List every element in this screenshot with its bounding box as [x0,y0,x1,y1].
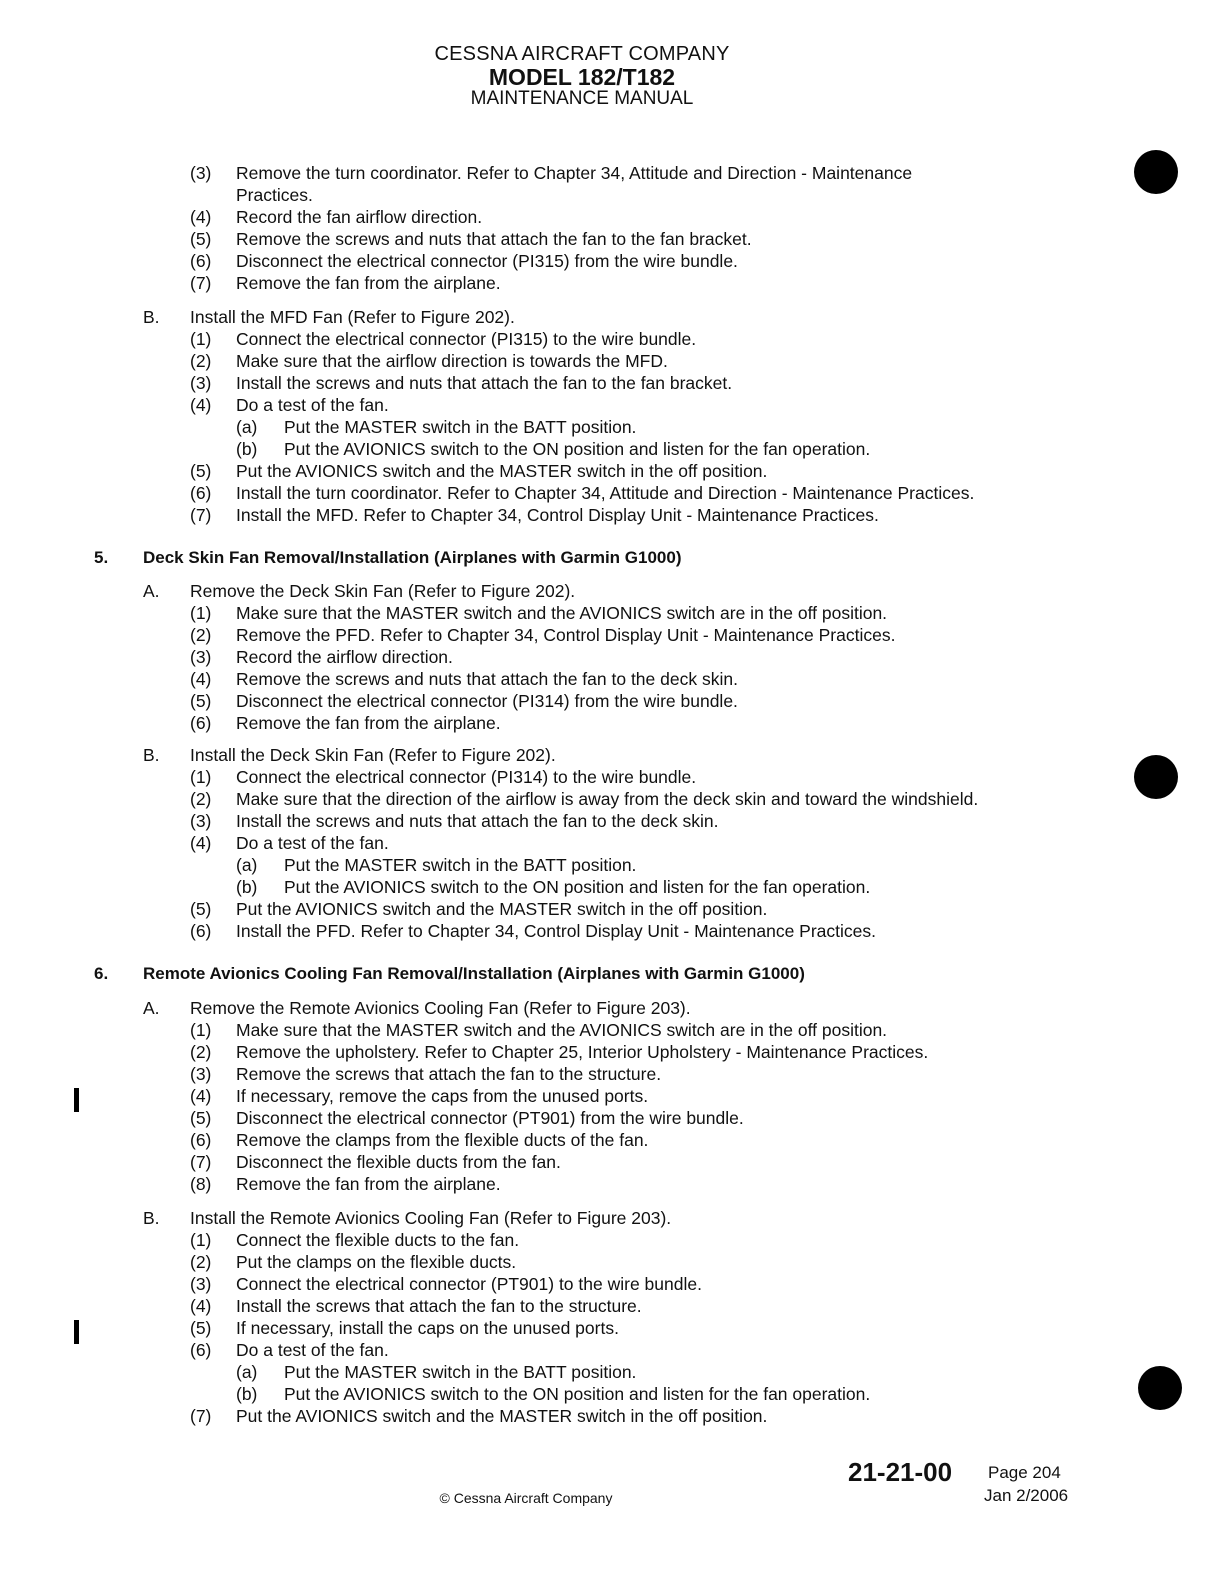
step-number: A. [143,998,160,1018]
step-text: Remove the clamps from the flexible ducts of the fan. [236,1130,649,1150]
step-text: Put the AVIONICS switch and the MASTER switch in the off position. [236,1406,768,1426]
step-number: (4) [190,1296,212,1316]
step-text: Install the screws and nuts that attach the fan to the deck skin. [236,811,719,831]
step-text: Remove the screws and nuts that attach the fan to the fan bracket. [236,229,752,249]
step-text: Deck Skin Fan Removal/Installation (Airplanes with Garmin G1000) [143,548,682,567]
step-text: Install the screws that attach the fan to the structure. [236,1296,642,1316]
step-text: Install the MFD Fan (Refer to Figure 202). [190,307,515,327]
step-text: Put the MASTER switch in the BATT position. [284,1362,637,1382]
step-text: Do a test of the fan. [236,833,389,853]
step-text: Install the MFD. Refer to Chapter 34, Control Display Unit - Maintenance Practices. [236,505,879,525]
step-number: (1) [190,603,212,623]
section-code: 21-21-00 [848,1457,953,1487]
step-number: (2) [190,625,212,645]
step-number: (5) [190,461,212,481]
step-text: Make sure that the direction of the airflow is away from the deck skin and toward the windshield. [236,789,979,809]
step-text: Do a test of the fan. [236,395,389,415]
step-number: (1) [190,1230,212,1250]
step-number: (1) [190,767,212,787]
step-text: If necessary, remove the caps from the unused ports. [236,1086,649,1106]
step-text: Install the screws and nuts that attach the fan to the fan bracket. [236,373,733,393]
step-text: Remove the fan from the airplane. [236,1174,501,1194]
step-text: Remove the turn coordinator. Refer to Chapter 34, Attitude and Direction - Maintenance [236,163,913,183]
step-text: Put the AVIONICS switch to the ON position and listen for the fan operation. [284,877,871,897]
model-title: MODEL 182/T182 [488,64,676,90]
step-text: Practices. [236,185,313,205]
step-number: (3) [190,647,212,667]
step-number: (3) [190,1274,212,1294]
step-number: (5) [190,229,212,249]
step-text: Put the clamps on the flexible ducts. [236,1252,517,1272]
step-text: Make sure that the MASTER switch and the AVIONICS switch are in the off position. [236,1020,888,1040]
step-number: (3) [190,811,212,831]
step-number: (2) [190,789,212,809]
step-number: (1) [190,1020,212,1040]
step-number: (4) [190,1086,212,1106]
step-number: (a) [236,855,258,875]
step-text: Connect the flexible ducts to the fan. [236,1230,520,1250]
step-number: (6) [190,713,212,733]
step-number: (6) [190,921,212,941]
step-text: Record the fan airflow direction. [236,207,483,227]
step-text: Put the MASTER switch in the BATT position. [284,417,637,437]
step-text: Remove the fan from the airplane. [236,273,501,293]
step-number: B. [143,307,160,327]
step-number: 6. [94,964,109,983]
step-number: (5) [190,899,212,919]
step-number: A. [143,581,160,601]
step-number: (4) [190,207,212,227]
step-text: Record the airflow direction. [236,647,453,667]
step-number: 5. [94,548,109,567]
step-number: (b) [236,877,258,897]
step-text: Do a test of the fan. [236,1340,389,1360]
step-text: Make sure that the MASTER switch and the AVIONICS switch are in the off position. [236,603,888,623]
step-number: (6) [190,1130,212,1150]
step-number: (7) [190,505,212,525]
step-number: (7) [190,1406,212,1426]
step-text: Put the AVIONICS switch to the ON position and listen for the fan operation. [284,439,871,459]
step-number: (2) [190,351,212,371]
step-number: (6) [190,1340,212,1360]
step-text: Disconnect the electrical connector (PT901) from the wire bundle. [236,1108,744,1128]
step-text: Remove the Remote Avionics Cooling Fan (Refer to Figure 203). [190,998,691,1018]
page-number: Page 204 [988,1463,1061,1482]
step-number: (2) [190,1252,212,1272]
step-text: Put the AVIONICS switch to the ON position and listen for the fan operation. [284,1384,871,1404]
step-text: Remove the Deck Skin Fan (Refer to Figure 202). [190,581,576,601]
copyright-notice: © Cessna Aircraft Company [439,1490,613,1506]
step-text: Remove the screws and nuts that attach the fan to the deck skin. [236,669,738,689]
step-number: (3) [190,163,212,183]
company-name: CESSNA AIRCRAFT COMPANY [434,43,730,65]
step-number: (b) [236,439,258,459]
step-number: (b) [236,1384,258,1404]
step-number: (5) [190,1108,212,1128]
step-text: Install the Deck Skin Fan (Refer to Figure 202). [190,745,556,765]
step-text: Disconnect the electrical connector (PI314) from the wire bundle. [236,691,738,711]
manual-title: MAINTENANCE MANUAL [470,88,694,110]
step-text: Remove the PFD. Refer to Chapter 34, Control Display Unit - Maintenance Practices. [236,625,896,645]
step-text: Remove the upholstery. Refer to Chapter 25, Interior Upholstery - Maintenance Practices. [236,1042,929,1062]
step-number: (8) [190,1174,212,1194]
step-number: (a) [236,417,258,437]
step-number: (7) [190,1152,212,1172]
step-text: Put the AVIONICS switch and the MASTER switch in the off position. [236,461,768,481]
step-text: Install the turn coordinator. Refer to Chapter 34, Attitude and Direction - Maintenance Practices. [236,483,975,503]
step-text: Connect the electrical connector (PT901) to the wire bundle. [236,1274,702,1294]
step-text: Put the MASTER switch in the BATT position. [284,855,637,875]
step-text: Connect the electrical connector (PI315) to the wire bundle. [236,329,697,349]
step-number: B. [143,745,160,765]
step-text: Install the PFD. Refer to Chapter 34, Control Display Unit - Maintenance Practices. [236,921,876,941]
step-number: (3) [190,1064,212,1084]
step-number: (4) [190,833,212,853]
step-number: (5) [190,1318,212,1338]
step-text: Make sure that the airflow direction is towards the MFD. [236,351,668,371]
step-number: (4) [190,669,212,689]
step-text: Remove the screws that attach the fan to the structure. [236,1064,662,1084]
step-number: (7) [190,273,212,293]
step-number: B. [143,1208,160,1228]
step-number: (6) [190,251,212,271]
step-text: Disconnect the flexible ducts from the fan. [236,1152,561,1172]
step-text: Connect the electrical connector (PI314) to the wire bundle. [236,767,697,787]
step-number: (6) [190,483,212,503]
step-text: Remote Avionics Cooling Fan Removal/Installation (Airplanes with Garmin G1000) [143,964,805,983]
step-text: Put the AVIONICS switch and the MASTER switch in the off position. [236,899,768,919]
step-text: Disconnect the electrical connector (PI315) from the wire bundle. [236,251,738,271]
step-number: (1) [190,329,212,349]
step-text: Remove the fan from the airplane. [236,713,501,733]
step-text: Install the Remote Avionics Cooling Fan (Refer to Figure 203). [190,1208,672,1228]
step-number: (5) [190,691,212,711]
step-number: (4) [190,395,212,415]
step-number: (a) [236,1362,258,1382]
step-text: If necessary, install the caps on the unused ports. [236,1318,619,1338]
revision-date: Jan 2/2006 [984,1486,1069,1505]
step-number: (3) [190,373,212,393]
step-number: (2) [190,1042,212,1062]
